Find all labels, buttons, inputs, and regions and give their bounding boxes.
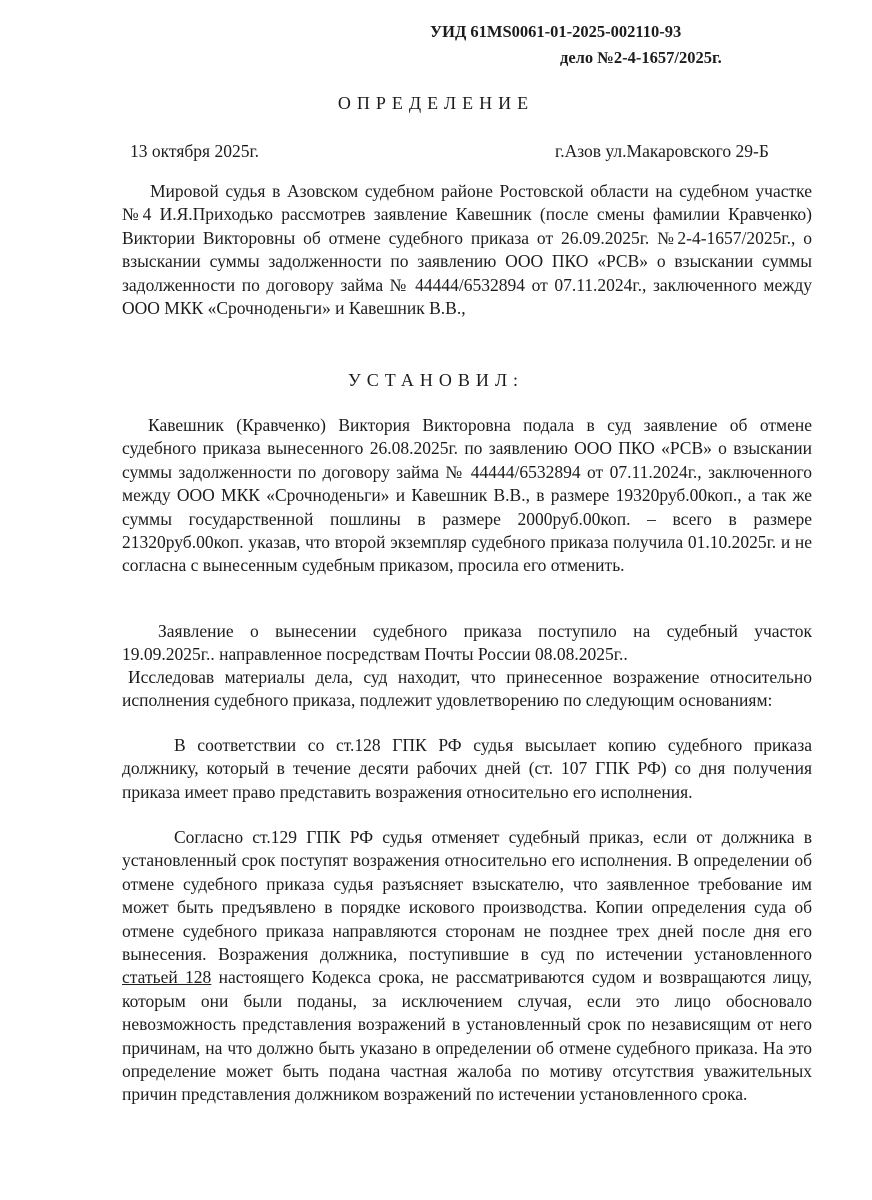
paragraph-5-text-start: Согласно ст.129 ГПК РФ судья отменяет судебный приказ, если от должника в установленный срок поступят возражения относительно его исполнения. В определении об отмене судебного приказа судья разъясняет взыскателю, что заявленное требование им может быть предъявлено в порядке искового производства. Копии определения суда об отмене судебного приказа направляются сторонам не позднее трех дней после дня его вынесения. Возражения должника, поступившие в суд по истечении установленного	[122, 827, 812, 965]
document-place: г.Азов ул.Макаровского 29-Б	[555, 141, 769, 161]
uid-number: УИД 61MS0061-01-2025-002110-93	[430, 22, 682, 41]
paragraph-5	[122, 826, 812, 1107]
section-heading: УСТАНОВИЛ:	[347, 370, 525, 390]
intro-text: Мировой судья в Азовском судебном районе Ростовской области на судебном участке №4 И.Я.Приходько рассмотрев заявление Кавешник (после смены фамилии Кравченко) Виктории Викторовны об отмене судебного приказа от 26.09.2025г. №2-4-1657/2025г., о взыскании суммы задолженности по заявлению ООО ПКО «РСВ» о взыскании суммы задолженности по договору займа № 44444/6532894 от 07.11.2024г., заключенного между ООО МКК «Срочноденьги» и Кавешник В.В.,	[122, 181, 812, 319]
document-title: ОПРЕДЕЛЕНИЕ	[337, 93, 535, 113]
article-128-link[interactable]: статьей 128	[122, 967, 212, 988]
paragraph-1: Кавешник (Кравченко) Виктория Викторовна подала в суд заявление об отмене судебного приказа вынесенного 26.08.2025г. по заявлению ООО ПКО «РСВ» о взыскании суммы задолженности по договору займа № 44444/6532894 от 07.11.2024г., заключенного между ООО МКК «Срочноденьги» и Кавешник В.В., в размере 19320руб.00коп., а так же суммы государственной пошлины в размере 2000руб.00коп. – всего в размере 21320руб.00коп. указав, что второй экземпляр судебного приказа получила 01.10.2025г. и не согласна с вынесенным судебным приказом, просила его отменить.	[122, 415, 812, 576]
paragraph-4: В соответствии со ст.128 ГПК РФ судья высылает копию судебного приказа должнику, который в течение десяти рабочих дней (ст. 107 ГПК РФ) со дня получения приказа имеет право представить возражения относительно его исполнения.	[122, 735, 812, 802]
document-date: 13 октября 2025г.	[130, 141, 260, 161]
case-number: дело №2-4-1657/2025г.	[560, 48, 722, 67]
intro-paragraph	[122, 180, 812, 320]
paragraph-2: Заявление о вынесении судебного приказа поступило на судебный участок 19.09.2025г.. направленное посредствам Почты России 08.08.2025г..	[122, 621, 812, 665]
paragraph-3: Исследовав материалы дела, суд находит, что принесенное возражение относительно исполнения судебного приказа, подлежит удовлетворению по следующим основаниям:	[122, 667, 812, 711]
paragraph-5-text-end: настоящего Кодекса срока, не рассматриваются судом и возвращаются лицу, которым они были поданы, за исключением случая, если это лицо обосновало невозможность представления возражений в установленный срок по независящим от него причинам, на что должно быть указано в определении об отмене судебного приказа. На это определение может быть подана частная жалоба по мотиву отсутствия уважительных причин представления должником возражений по истечении установленного срока.	[122, 967, 812, 1105]
